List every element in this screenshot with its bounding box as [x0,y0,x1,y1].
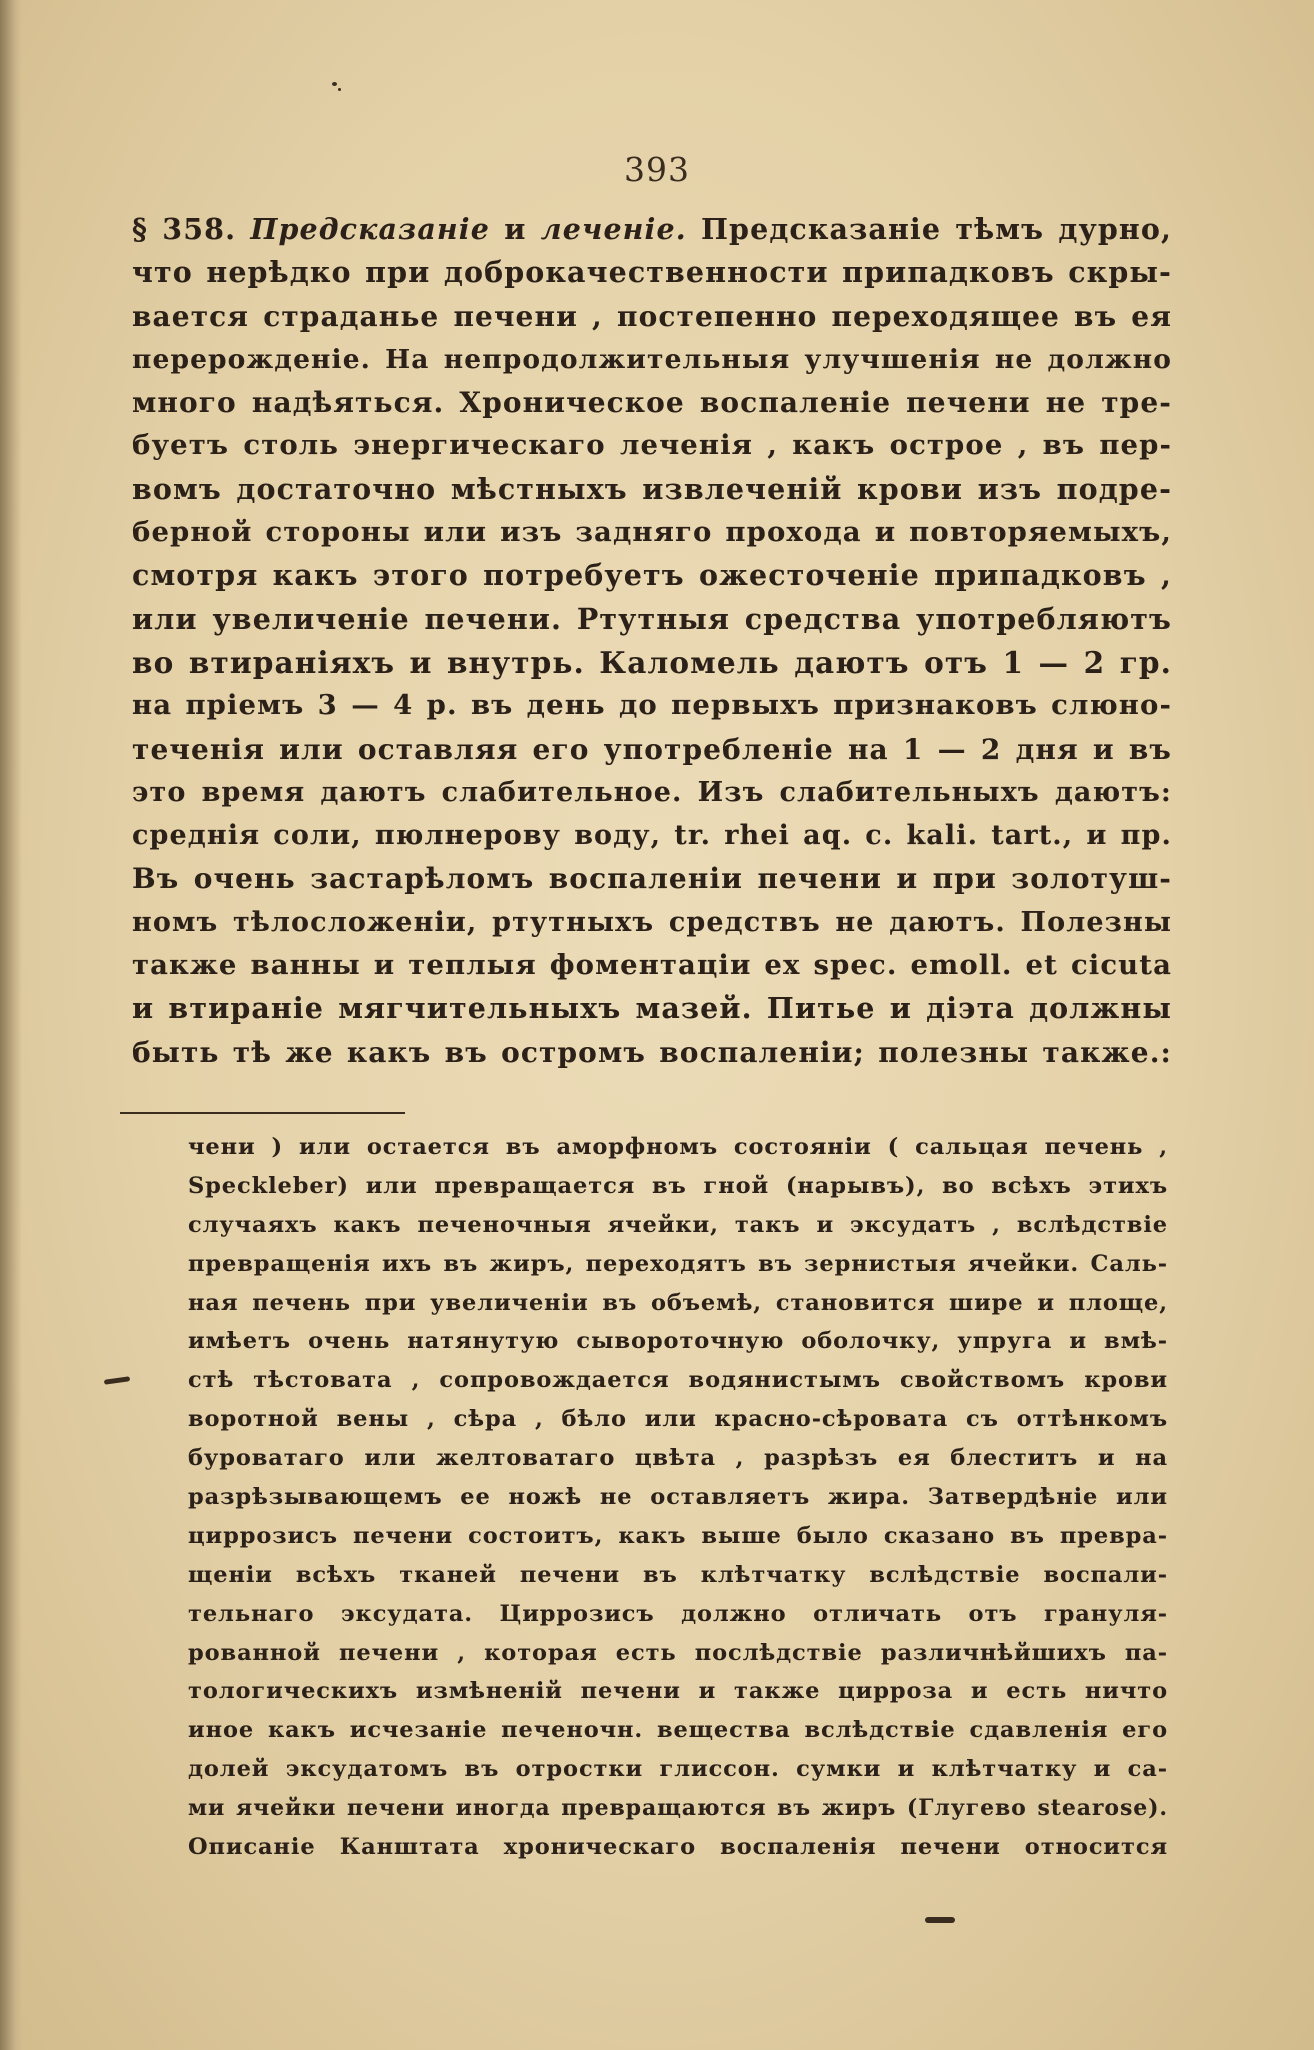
footnote-line: имѣетъ очень натянутую сывороточную оболочку, упруга и вмѣ- [188,1328,1168,1355]
section-first-line-rest: Предсказаніе тѣмъ дурно, [701,212,1172,246]
footnote-line: ная печень при увеличеніи въ объемѣ, становится шире и площе, [188,1289,1168,1316]
footnote-line: стѣ тѣстовата , сопровождается водянистымъ свойствомъ крови [188,1367,1168,1394]
footnote-line: Speckleber) или превращается въ гной (нарывъ), во всѣхъ этихъ [188,1172,1168,1199]
footnote-text [188,1128,1168,1867]
section-first-line [132,208,1172,251]
margin-pencil-mark [104,1376,130,1385]
text-line: что нерѣдко при доброкачественности припадковъ скры- [132,255,1172,290]
footnote-line: разрѣзывающемъ ее ножѣ не оставляетъ жира. Затвердѣніе или [188,1484,1168,1511]
text-line: также ванны и теплыя фоментаціи ex spec. emoll. et cicuta [132,949,1172,982]
footnote-line: циррозисъ печени состоитъ, какъ выше было сказано въ превра- [188,1522,1168,1549]
footnote-line: Описаніе Канштата хроническаго воспаленія печени относится [188,1834,1168,1861]
section-mark: § 358. [132,212,237,246]
page-number: 393 [624,150,690,189]
footnote-line: ми ячейки печени иногда превращаются въ жиръ (Глугево stearose). [188,1795,1168,1822]
footnote-line: превращенія ихъ въ жиръ, переходятъ въ зернистыя ячейки. Саль- [188,1250,1168,1277]
text-line: смотря какъ этого потребуетъ ожесточеніе припадковъ , [132,558,1172,593]
text-line: номъ тѣлосложеніи, ртутныхъ средствъ не даютъ. Полезны [132,906,1172,938]
text-line: вомъ достаточно мѣстныхъ извлеченій крови изъ подре- [132,471,1172,506]
section-title-treatment: леченіе. [540,212,687,246]
footnote-line: щеніи всѣхъ тканей печени въ клѣтчатку вслѣдствіе воспали- [188,1561,1168,1588]
section-358-text [132,208,1172,1074]
footnote-line: иное какъ исчезаніе печеночн. вещества вслѣдствіе сдавленія его [188,1717,1168,1744]
text-line: теченія или оставляя его употребленіе на 1 — 2 дня и въ [132,732,1172,766]
ink-speck [338,88,341,91]
text-line: Въ очень застарѣломъ воспаленіи печени и при золотуш- [132,862,1172,896]
ink-speck [925,1917,955,1923]
section-title-prediction: Предсказаніе [250,212,490,246]
footnote-line: чени ) или остается въ аморфномъ состояніи ( сальцая печень , [188,1134,1168,1160]
text-line: быть тѣ же какъ въ остромъ воспаленіи; полезны также.: [132,1035,1172,1069]
footnote-line: долей эксудатомъ въ отростки глиссон. сумки и клѣтчатку и са- [188,1756,1168,1783]
text-line: это время даютъ слабительное. Изъ слабительныхъ даютъ: [132,776,1172,808]
text-line: или увеличеніе печени. Ртутныя средства употребляютъ [132,601,1172,636]
section-title-conjunction: и [504,212,527,246]
footnote-line: тельнаго эксудата. Циррозисъ должно отличать отъ грануля- [188,1600,1168,1627]
footnote-separator [120,1112,405,1114]
footnote-line: тологическихъ измѣненій печени и также цирроза и есть ничто [188,1678,1168,1705]
text-line: вается страданье печени , постепенно переходящее въ ея [132,299,1172,333]
text-line: на пріемъ 3 — 4 р. въ день до первыхъ признаковъ слюно- [132,689,1172,722]
text-line: берной стороны или изъ задняго прохода и повторяемыхъ, [132,516,1172,549]
text-line: буетъ столь энергическаго леченія , какъ острое , въ пер- [132,429,1172,462]
text-line: и втираніе мягчительныхъ мазей. Питье и діэта должны [132,991,1172,1026]
footnote-line: буроватаго или желтоватаго цвѣта , разрѣзъ ея блеститъ и на [188,1445,1168,1472]
footnote-line: случаяхъ какъ печеночныя ячейки, такъ и эксудатъ , вслѣдствіе [188,1211,1168,1238]
text-line: во втираніяхъ и внутрь. Каломель даютъ отъ 1 — 2 гр. [132,644,1172,680]
footnote-line: рованной печени , которая есть послѣдствіе различнѣйшихъ па- [188,1639,1168,1666]
text-line: среднія соли, пюлнерову воду, tr. rhei aq. c. kali. tart., и пр. [132,820,1172,852]
text-line: перерожденіе. На непродолжительныя улучшенія не должно [132,343,1172,375]
text-line: много надѣяться. Хроническое воспаленіе печени не тре- [132,386,1172,420]
ink-speck [332,82,337,86]
page-binding-edge [0,0,22,2050]
footnote-line: воротной вены , сѣра , бѣло или красно-сѣровата съ оттѣнкомъ [188,1406,1168,1433]
